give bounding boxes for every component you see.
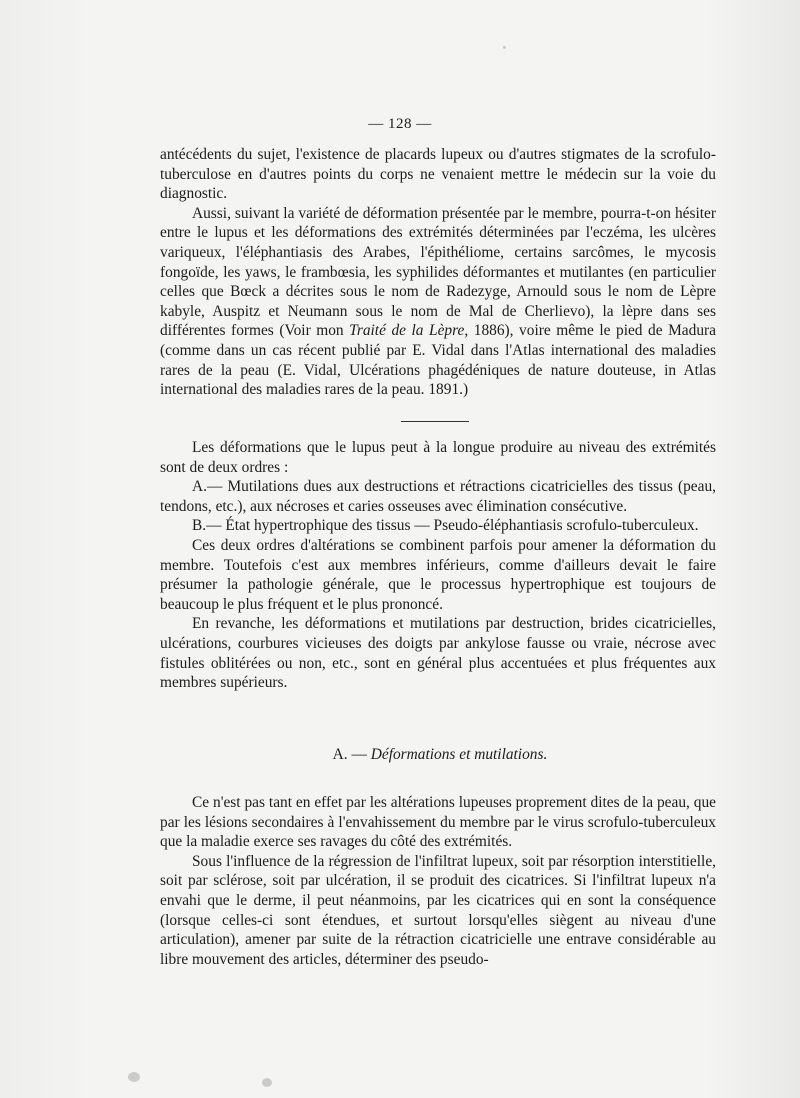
page-number: — 128 —	[368, 116, 432, 132]
paragraph-combination: Ces deux ordres d'altérations se combinent parfois pour amener la déformation du membre. Toutefois c'est aux membres inférieurs, comme d'ailleurs devait le faire présumer la pathologie générale, que le processus hypertrophique est toujours de beaucoup le plus fréquent et le plus prononcé.	[160, 536, 716, 613]
paragraph-item-b: B.— État hypertrophique des tissus — Pseudo-éléphantiasis scrofulo-tuberculeux.	[192, 517, 699, 535]
paragraph-differential-diagnosis	[160, 204, 716, 400]
section-title: Déformations et mutilations.	[370, 746, 548, 763]
paragraph-deformation-orders: Les déformations que le lupus peut à la longue produire au niveau des extrémités sont de deux ordres :	[160, 439, 716, 476]
scan-speck	[128, 1072, 140, 1082]
section-dash: —	[351, 746, 367, 763]
text-block-1	[160, 145, 716, 400]
paragraph-text-end: , 1886), voire même le pied de Madura (comme dans un cas récent publié par E. Vidal dans l'Atlas international des maladies rares de la peau (E. Vidal, Ulcérations phagédéniques de nature douteuse, in Atlas international des maladies rares de la peau. 1891.)	[160, 322, 716, 399]
paragraph-cicatrices: Sous l'influence de la régression de l'infiltrat lupeux, soit par résorption interstitielle, soit par sclérose, soit par ulcération, il se produit des cicatrices. Si l'infiltrat lupeux n'a envahi que le derme, il peut néanmoins, par les cicatrices qui en sont la conséquence (lorsque celles-ci sont étendues, et surtout lorsqu'elles siègent au niveau d'une articulation), amener par suite de la rétraction cicatricielle une entrave considérable au libre mouvement des articles, déterminer des pseudo-	[160, 852, 716, 968]
text-block-2	[160, 438, 716, 693]
book-title-italic: Traité de la Lèpre	[349, 322, 465, 340]
paragraph-continuation: antécédents du sujet, l'existence de placards lupeux ou d'autres stigmates de la scrofulo-tuberculose en d'autres points du corps ne venaient mettre le médecin sur la voie du diagnostic.	[160, 146, 716, 203]
text-block-3	[160, 793, 716, 969]
paragraph-ravages: Ce n'est pas tant en effet par les altérations lupeuses proprement dites de la peau, que par les lésions secondaires à l'envahissement du membre par le virus scrofulo-tuberculeux que la maladie exerce ses ravages du côté des extrémités.	[160, 794, 716, 851]
scan-speck	[262, 1078, 272, 1087]
paragraph-text: Aussi, suivant la variété de déformation présentée par le membre, pourra-t-on hésiter entre le lupus et les déformations des extrémités déterminées par l'eczéma, les ulcères variqueux, l'éléphantiasis des Arabes, l'épithéliome, certains sarcômes, le mycosis fongoïde, les yaws, le frambœsia, les syphilides déformantes et mutilantes (en particulier celles que Bœck a décrites sous le nom de Radezyge, Arnould sous le nom de Lèpre kabyle, Auspitz et Neumann sous le nom de Mal de Cherlievo), la lèpre dans ses différentes formes (Voir mon	[160, 204, 716, 340]
section-heading	[0, 746, 800, 764]
paragraph-upper-limbs: En revanche, les déformations et mutilations par destruction, brides cicatricielles, ulcérations, courbures vicieuses des doigts par ankylose fausse ou vraie, nécrose avec fistules oblitérées ou non, etc., sont en général plus accentuées et plus fréquentes aux membres supérieurs.	[160, 615, 716, 692]
paragraph-item-a: A.— Mutilations dues aux destructions et rétractions cicatricielles des tissus (peau, tendons, etc.), aux nécroses et caries osseuses avec élimination consécutive.	[160, 478, 716, 515]
section-letter: A.	[332, 746, 348, 763]
scan-speck	[503, 46, 506, 49]
section-divider	[401, 421, 469, 422]
